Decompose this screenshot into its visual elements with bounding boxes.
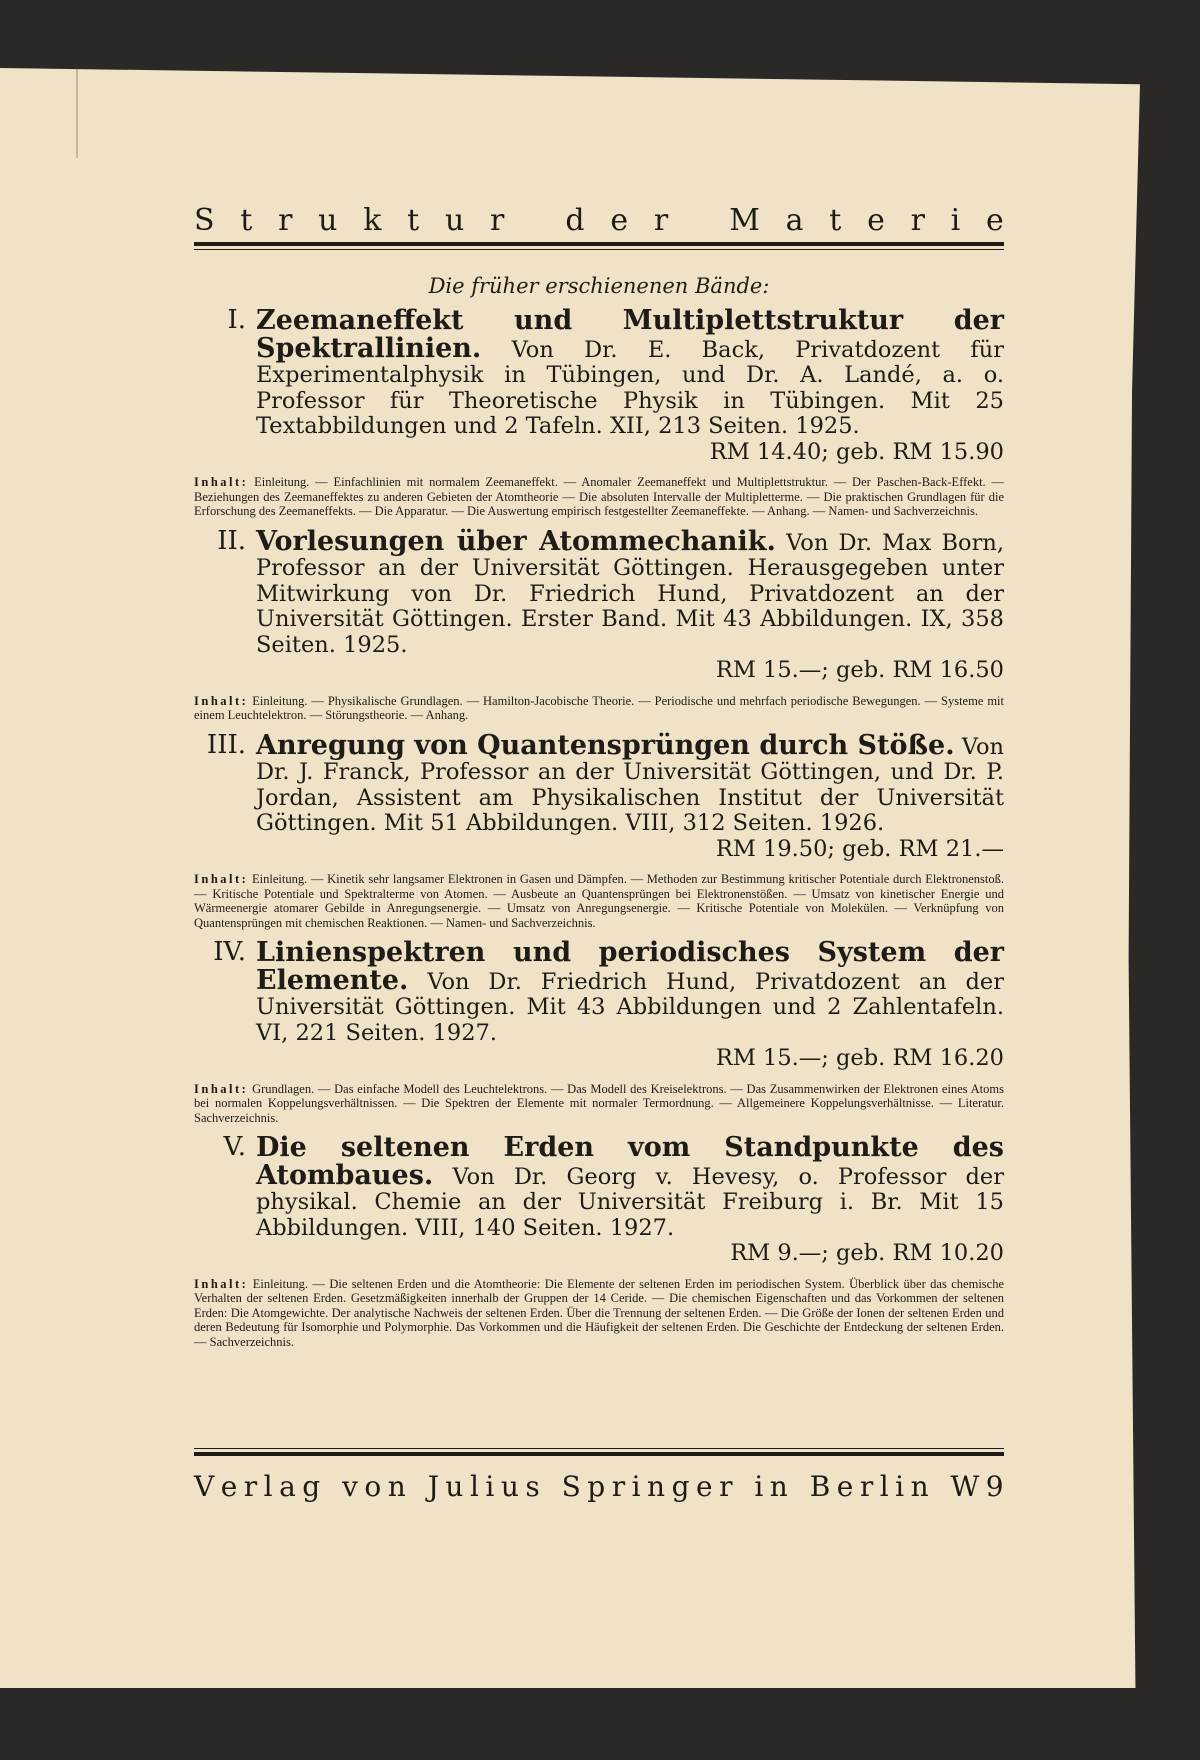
volume-description: [194, 1132, 1005, 1267]
publisher-char: [546, 1470, 555, 1503]
volume-details: Von Dr. Max Born, Professor an der Universität Göttingen. Herausgegeben unter Mitwirkung von Dr. Friedrich Hund, Privatdozent an der Universität Göttingen. Erster Band. Mit 43 Abbildungen. IX, 358 Seiten. 1925.: [256, 529, 1004, 658]
header-rule: [194, 242, 1004, 250]
publisher-char: W: [950, 1470, 980, 1503]
publisher-char: i: [631, 1470, 641, 1503]
page-fold-crease: [76, 68, 78, 158]
contents-text: Grundlagen. — Das einfache Modell des Leuchtelektrons. — Das Modell des Kreiselektrons. — Das Zusammenwirken der Elektronen eines Atoms bei normalen Koppelungsverhältnissen. — Die Spektren der Elemente mit normaler Termordnung. — Allgemeinere Koppelungsverhältnisse. — Literatur. Sachverzeichnis.: [194, 1081, 1004, 1125]
publisher-char: r: [611, 1470, 626, 1503]
volume-price: RM 15.—; geb. RM 16.50: [715, 657, 1004, 683]
volume-entry: [194, 729, 1005, 931]
volume-contents: [194, 694, 1004, 723]
publisher-char: 9: [985, 1470, 1004, 1503]
volume-contents: [194, 872, 1004, 930]
volume-description: [194, 305, 1004, 465]
volume-price: RM 14.40; geb. RM 15.90: [709, 438, 1004, 465]
series-title: [194, 203, 1004, 238]
publisher-char: [794, 1470, 803, 1503]
series-title-char: M: [729, 203, 760, 238]
publisher-char: e: [836, 1470, 854, 1503]
volume-details: Von Dr. Georg v. Hevesy, o. Professor der physikal. Chemie an der Universität Freiburg i. Br. Mit 15 Abbildungen. VIII, 140 Seiten. 1927.: [256, 1163, 1005, 1241]
series-title-char: a: [785, 203, 804, 238]
publisher-char: g: [671, 1470, 690, 1503]
series-title-char: u: [444, 203, 465, 238]
volume-number: V.: [223, 1132, 246, 1162]
volume-price: RM 9.—; geb. RM 10.20: [730, 1240, 1004, 1266]
volume-number: II.: [217, 525, 246, 556]
volume-number: III.: [206, 729, 246, 760]
series-title-char: i: [950, 203, 961, 238]
volume-details: Von Dr. Friedrich Hund, Privatdozent an der Universität Göttingen. Mit 43 Abbildungen und 2 Zahlentafeln. VI, 221 Seiten. 1927.: [256, 968, 1004, 1046]
series-title-char: t: [240, 203, 253, 238]
series-title-char: r: [910, 203, 925, 238]
publisher-char: [739, 1470, 748, 1503]
publisher-char: B: [809, 1470, 831, 1503]
series-title-char: t: [829, 203, 842, 238]
contents-label: Inhalt:: [194, 1276, 249, 1291]
footer: [194, 1448, 1004, 1503]
series-title-char: e: [985, 203, 1004, 238]
publisher-char: S: [561, 1470, 581, 1503]
volume-entry: [194, 1132, 1005, 1349]
series-title-char: S: [194, 203, 215, 238]
volume-title: Linienspektren und periodisches System der Elemente.: [256, 937, 1004, 996]
series-title-char: e: [867, 203, 885, 238]
contents-label: Inhalt:: [194, 475, 249, 489]
series-title-char: r: [278, 203, 293, 238]
volume-title: Die seltenen Erden vom Standpunkte des Atombaues.: [256, 1132, 1004, 1191]
publisher-char: i: [895, 1470, 905, 1503]
volume-contents: [194, 1277, 1004, 1350]
document-body: [194, 203, 1005, 1349]
publisher-char: l: [263, 1470, 273, 1503]
publisher-char: u: [445, 1470, 464, 1503]
publisher-char: a: [279, 1470, 296, 1503]
contents-text: Einleitung. — Die seltenen Erden und die Atomtheorie: Die Elemente der seltenen Erden im periodischen System. Überblick über das chemische Verhalten der seltenen Erden. Gesetzmäßigkeiten innerhalb der Gruppen der 14 Ceride. — Die chemischen Eigenschaften und das Vorkommen der seltenen Erden: Die Atomgewichte. Der analytische Nachweis der seltenen Erden. Über die Trennung der seltenen Erden. — Die Größe der Ionen der seltenen Erden und deren Bedeutung für Isomorphie und Polymorphie. Das Vorkommen und die Häufigkeit der seltenen Erden. Die Geschichte der Entdeckung der seltenen Erden. — Sachverzeichnis.: [194, 1276, 1005, 1349]
contents-label: Inhalt:: [194, 1081, 249, 1096]
publisher-char: n: [387, 1470, 406, 1503]
volume-list: [194, 305, 1005, 1349]
series-title-char: u: [318, 203, 338, 238]
series-title-char: t: [407, 203, 420, 238]
publisher-char: n: [769, 1470, 788, 1503]
publisher-char: n: [910, 1470, 929, 1503]
publisher-char: r: [719, 1470, 733, 1503]
series-title-char: [694, 206, 704, 236]
volume-entry: [194, 525, 1004, 723]
publisher-char: [412, 1470, 421, 1503]
publisher-line: [194, 1470, 1004, 1503]
publisher-char: i: [754, 1470, 764, 1503]
volume-contents: [194, 1082, 1004, 1126]
series-title-char: r: [490, 203, 505, 238]
volume-entry: [194, 305, 1004, 519]
publisher-char: J: [427, 1470, 439, 1503]
volume-description: [194, 937, 1004, 1072]
volume-price: RM 15.—; geb. RM 16.20: [715, 1045, 1004, 1071]
publisher-char: V: [194, 1470, 215, 1503]
publisher-char: e: [696, 1470, 713, 1503]
publisher-char: l: [879, 1470, 889, 1503]
volume-details: Von Dr. E. Back, Privatdozent für Experimentalphysik in Tübingen, und Dr. A. Landé, a. o. Professor für Theoretische Physik in Tübingen. Mit 25 Textabbildungen und 2 Tafeln. XII, 213 Seiten. 1925.: [256, 336, 1004, 439]
volume-price: RM 19.50; geb. RM 21.—: [715, 835, 1004, 862]
subtitle: Die früher erschienenen Bände:: [428, 274, 770, 298]
contents-text: Einleitung. — Physikalische Grundlagen. — Hamilton-Jacobische Theorie. — Periodische und mehrfach periodische Bewegungen. — Systeme mit einem Leuchtelektron. — Störungstheorie. — Anhang.: [194, 693, 1004, 722]
footer-rule: [194, 1448, 1004, 1456]
publisher-char: p: [587, 1470, 606, 1503]
publisher-char: g: [302, 1470, 321, 1503]
volume-description: [194, 729, 1005, 863]
contents-label: Inhalt:: [194, 872, 249, 886]
publisher-char: e: [220, 1470, 238, 1503]
publisher-char: [935, 1470, 944, 1503]
publisher-char: l: [469, 1470, 479, 1503]
volume-description: [194, 525, 1004, 684]
contents-text: Einleitung. — Einfachlinien mit normalem Zeemaneffekt. — Anomaler Zeemaneffekt und Multiplettstruktur. — Der Paschen-Back-Effekt. — Beziehungen des Zeemaneffektes zu anderen Gebieten der Atomtheorie — Die absoluten Intervalle der Multipletterme. — Die praktischen Grundlagen für die Erforschung des Zeemaneffekts. — Die Apparatur. — Die Auswertung empirisch festgestellter Zeemaneffekte. — Anhang. — Namen- und Sachverzeichnis.: [194, 475, 1004, 518]
publisher-char: v: [342, 1470, 358, 1503]
volume-number: I.: [227, 305, 246, 335]
volume-title: Zeemaneffekt und Multiplettstruktur der Spektrallinien.: [256, 305, 1004, 364]
publisher-char: r: [859, 1470, 874, 1503]
contents-label: Inhalt:: [194, 693, 249, 708]
publisher-char: i: [485, 1470, 495, 1503]
volume-details: Von Dr. J. Franck, Professor an der Universität Göttingen, und Dr. P. Jordan, Assistent am Physikalischen Institut der Universität Göttingen. Mit 51 Abbildungen. VIII, 312 Seiten. 1926.: [256, 733, 1005, 836]
publisher-char: r: [243, 1470, 258, 1503]
volume-title: Anregung von Quantensprüngen durch Stöße.: [256, 729, 955, 761]
series-title-char: r: [653, 203, 669, 238]
volume-contents: [194, 475, 1004, 519]
series-title-char: e: [610, 203, 629, 238]
series-title-char: [530, 206, 540, 236]
publisher-char: s: [525, 1470, 540, 1503]
publisher-char: u: [500, 1470, 519, 1503]
volume-title: Vorlesungen über Atommechanik.: [256, 525, 776, 557]
publisher-char: o: [364, 1470, 382, 1503]
volume-entry: [194, 937, 1004, 1125]
contents-text: Einleitung. — Kinetik sehr langsamer Elektronen in Gasen und Dämpfen. — Methoden zur Bestimmung kritischer Potentiale durch Elektronenstoß. — Kritische Potentiale und Spektralterme von Atomen. — Ausbeute an Quantensprüngen bei Elektronenstößen. — Umsatz von kinetischer Energie und Wärmeenergie atomarer Gebilde in Anregungsenergie. — Umsatz von Anregungsenergie. — Kritische Potentiale von Molekülen. — Verknüpfung von Quantensprüngen mit chemischen Reaktionen. — Namen- und Sachverzeichnis.: [194, 872, 1005, 930]
publisher-char: n: [647, 1470, 666, 1503]
publisher-char: [327, 1470, 336, 1503]
volume-number: IV.: [213, 937, 246, 967]
series-title-char: k: [363, 203, 382, 238]
series-title-char: d: [565, 203, 585, 238]
